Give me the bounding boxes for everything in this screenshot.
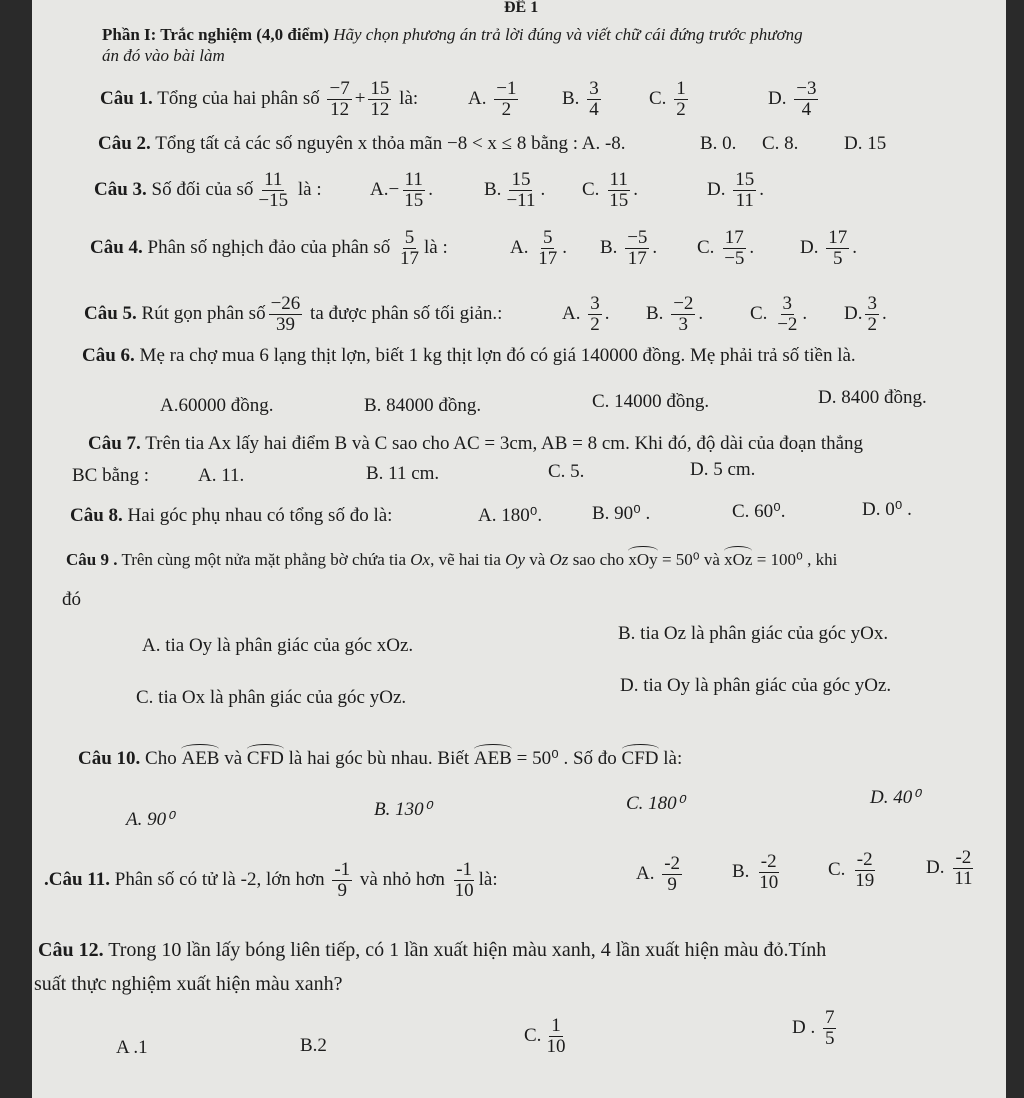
q3-option-a: A.− $\frac{11}{15}$ .: [370, 169, 433, 211]
fraction: $\frac{-7}{12}$: [329, 78, 350, 120]
q10-option-c: C. 180⁰: [626, 793, 685, 814]
q1-option-c: C. $\frac{1}{2}$: [649, 78, 686, 120]
question-6: Câu 6. Mẹ ra chợ mua 6 lạng thịt lợn, biết 1 kg thịt lợn đó có giá 140000 đồng. Mẹ phải trả số tiền là.: [82, 345, 856, 366]
q8-option-a: A. 180⁰.: [478, 505, 543, 526]
q11-option-d: D. $\frac{-2}{11}$: [926, 847, 973, 889]
q10-option-d: D. 40⁰: [870, 787, 920, 808]
q11-option-b: B. $\frac{-2}{10}$: [732, 851, 779, 893]
q1-option-a: A. $\frac{-1}{2}$: [468, 78, 517, 120]
question-9: Câu 9 . Trên cùng một nửa mặt phẳng bờ chứa tia Ox, vẽ hai tia Oy và Oz sao cho xOy = 50⁰ và xOz = 100⁰ , khi: [66, 546, 837, 568]
q12-option-b: B.2: [300, 1035, 327, 1056]
q12-line2: suất thực nghiệm xuất hiện màu xanh?: [34, 973, 343, 995]
q4-option-b: B. $\frac{-5}{17}$ .: [600, 227, 658, 269]
q11-option-c: C. $\frac{-2}{19}$: [828, 849, 875, 891]
exam-title: ĐỀ 1: [504, 0, 539, 16]
q9-option-c: C. tia Ox là phân giác của góc yOz.: [136, 687, 407, 708]
q12-option-a: A .1: [116, 1037, 148, 1058]
q10-option-b: B. 130⁰: [374, 799, 432, 820]
q10-option-a: A. 90⁰: [126, 809, 174, 830]
question-8: Câu 8. Hai góc phụ nhau có tổng số đo là:: [70, 505, 393, 526]
q3-option-d: D. $\frac{15}{11}$ .: [707, 169, 764, 211]
q2-option-b: B. 0.: [700, 133, 737, 154]
question-7: Câu 7. Trên tia Ax lấy hai điểm B và C sao cho AC = 3cm, AB = 8 cm. Khi đó, độ dài của đoạn thẳng: [88, 433, 864, 454]
q12-option-d: D . $\frac{7}{5}$: [792, 1007, 835, 1049]
q8-option-b: B. 90⁰ .: [592, 503, 651, 524]
q9-option-d: D. tia Oy là phân giác của góc yOz.: [620, 675, 892, 696]
q7-option-c: C. 5.: [548, 461, 585, 482]
q7-option-a: A. 11.: [198, 465, 245, 486]
q5-option-a: A. $\frac{3}{2}$ .: [562, 293, 610, 335]
q11-option-a: A. $\frac{-2}{9}$: [636, 853, 681, 895]
part-instruction-line2: án đó vào bài làm: [102, 46, 225, 65]
part-heading: Phần I: Trắc nghiệm (4,0 điểm) Hãy chọn phương án trả lời đúng và viết chữ cái đứng trước phương: [102, 25, 803, 44]
q7-option-d: D. 5 cm.: [690, 459, 756, 480]
question-10: Câu 10. Cho AEB và CFD là hai góc bù nhau. Biết AEB = 50⁰ . Số đo CFD là:: [78, 744, 682, 768]
q4-option-a: A. $\frac{5}{17}$ .: [510, 227, 567, 269]
question-11: .Câu 11. Phân số có tử là -2, lớn hơn $\frac{-1}{9}$ và nhỏ hơn $\frac{-1}{10}$ là:: [44, 859, 498, 901]
q1-option-b: B. $\frac{3}{4}$: [562, 78, 599, 120]
q5-option-c: C. $\frac{3}{-2}$ .: [750, 293, 808, 335]
q8-option-c: C. 60⁰.: [732, 501, 786, 522]
q6-option-b: B. 84000 đồng.: [364, 395, 482, 416]
q6-option-c: C. 14000 đồng.: [592, 391, 710, 412]
q7-line2: BC bằng :: [72, 465, 150, 486]
q9-option-a: A. tia Oy là phân giác của góc xOz.: [142, 635, 414, 656]
q9-option-b: B. tia Oz là phân giác của góc yOx.: [618, 623, 889, 644]
q5-option-d: D. $\frac{3}{2}$ .: [844, 293, 887, 335]
question-4: Câu 4. Phân số nghịch đảo của phân số $\frac{5}{17}$ là :: [90, 227, 448, 269]
q7-option-b: B. 11 cm.: [366, 463, 440, 484]
fraction: $\frac{15}{12}$: [370, 78, 390, 120]
question-1: Câu 1. Tổng của hai phân số $\frac{-7}{12}$ + $\frac{15}{12}$ là:: [100, 78, 419, 120]
question-3: Câu 3. Số đối của số $\frac{11}{-15}$ là :: [94, 169, 322, 211]
q8-option-d: D. 0⁰ .: [862, 499, 912, 520]
q4-option-c: C. $\frac{17}{-5}$ .: [697, 227, 755, 269]
q2-option-c: C. 8.: [762, 133, 799, 154]
q3-option-c: C. $\frac{11}{15}$ .: [582, 169, 638, 211]
q5-option-b: B. $\frac{-2}{3}$ .: [646, 293, 704, 335]
q3-option-b: B. $\frac{15}{-11}$ .: [484, 169, 546, 211]
q12-option-c: C. $\frac{1}{10}$: [524, 1015, 566, 1057]
q6-option-d: D. 8400 đồng.: [818, 387, 927, 408]
question-12: Câu 12. Trong 10 lần lấy bóng liên tiếp, có 1 lần xuất hiện màu xanh, 4 lần xuất hiện màu đỏ.Tính: [38, 939, 827, 961]
question-5: Câu 5. Rút gọn phân số $\frac{-26}{39}$ ta được phân số tối giản.:: [84, 293, 503, 335]
question-2: Câu 2. Tổng tất cả các số nguyên x thỏa mãn −8 < x ≤ 8 bằng : A. -8.: [98, 133, 626, 154]
q4-option-d: D. $\frac{17}{5}$ .: [800, 227, 857, 269]
exam-paper: [32, 0, 1006, 1098]
q6-option-a: A.60000 đồng.: [160, 395, 274, 416]
q9-line2: đó: [62, 589, 81, 610]
q2-option-d: D. 15: [844, 133, 887, 154]
q1-option-d: D. $\frac{-3}{4}$: [768, 78, 817, 120]
